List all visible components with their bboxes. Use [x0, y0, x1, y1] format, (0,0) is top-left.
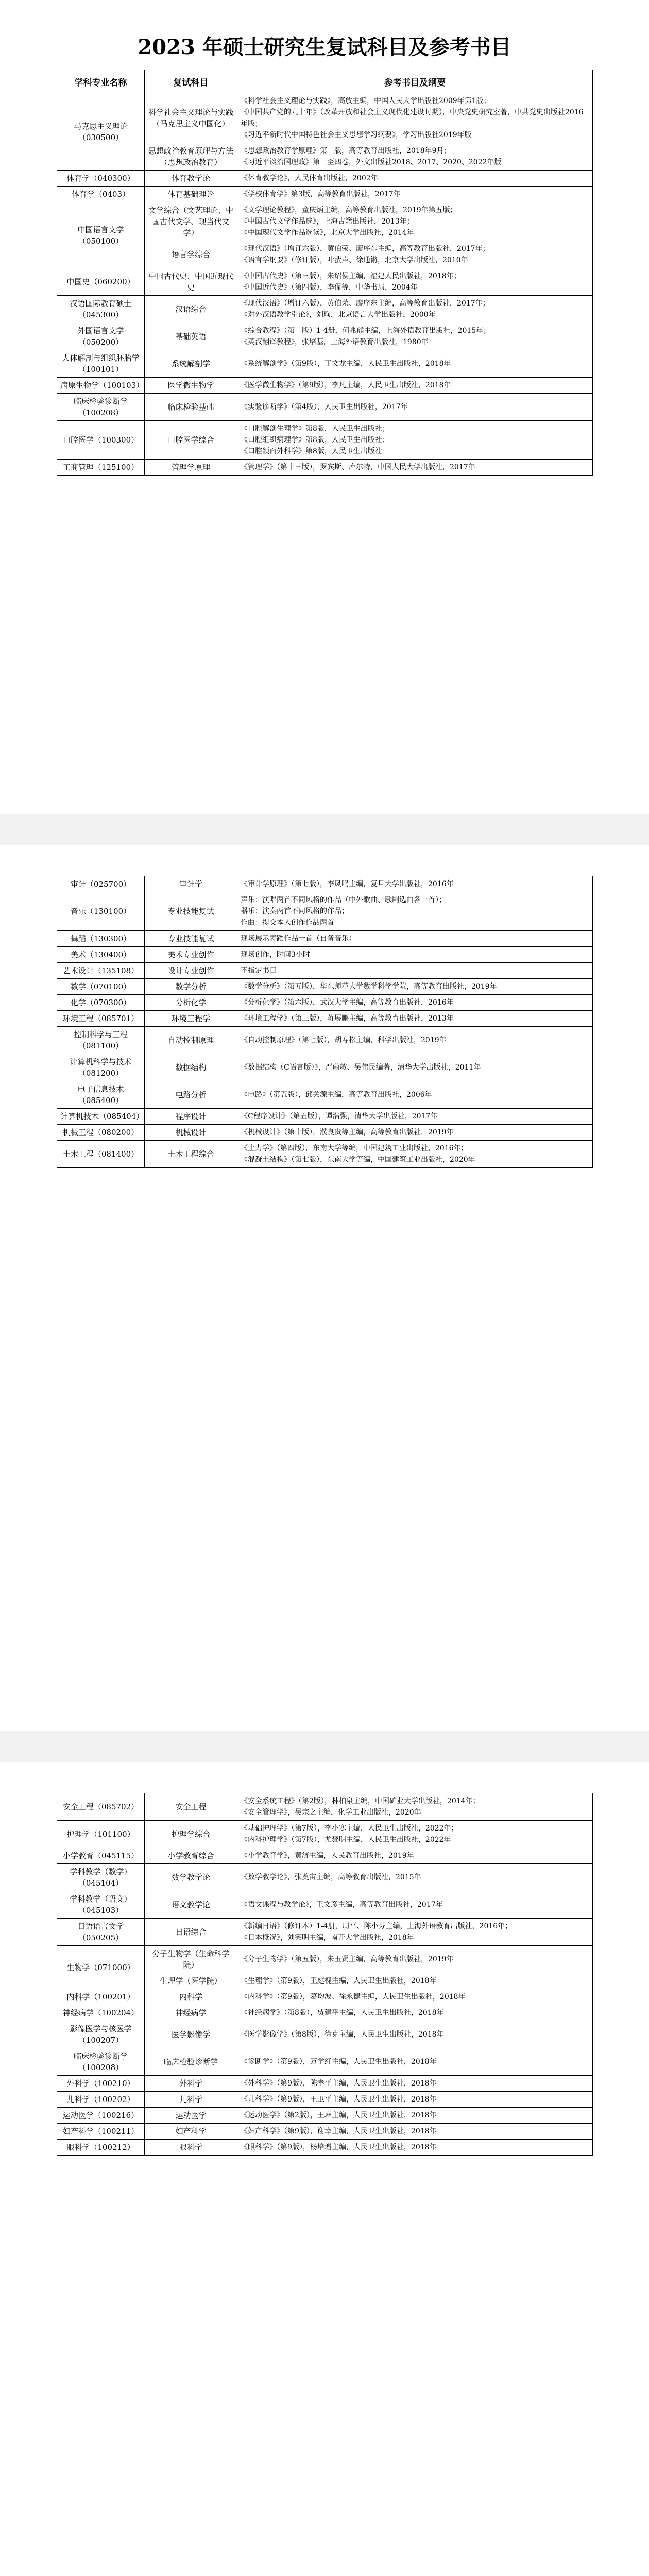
major-cell: 环境工程（085701）: [57, 1011, 145, 1027]
refs-cell: [237, 1946, 593, 1973]
refs-cell: [237, 1011, 593, 1027]
table-row: [57, 2005, 593, 2021]
subject-cell: 内科学: [145, 1989, 237, 2005]
refs-cell: [237, 93, 593, 143]
subject-cell: 审计学: [145, 876, 237, 892]
table-row: [57, 1864, 593, 1891]
table-row: [57, 202, 593, 241]
refs-cell: [237, 187, 593, 202]
subject-cell: 系统解剖学: [145, 350, 237, 378]
major-cell: 临床检验诊断学（100208）: [57, 394, 145, 421]
table-row: [57, 947, 593, 963]
ref-line: 《中国古代史》（第三版），朱绍侯主编，福建人民出版社，2018年；: [241, 272, 461, 280]
major-cell: 体育学（040300）: [57, 171, 145, 187]
subject-cell: 体育基础理论: [145, 187, 237, 202]
refs-cell: [237, 1864, 593, 1891]
subject-cell: 医学微生物学: [145, 378, 237, 394]
major-cell: 人体解剖与组织胚胎学（100101）: [57, 350, 145, 378]
ref-line: 《数据结构（C语言版）》，严蔚敏、吴伟民编著，清华大学出版社，2011年: [241, 1063, 481, 1072]
table-row: [57, 876, 593, 892]
major-cell: 生物学（071000）: [57, 1946, 145, 1989]
subject-cell: 汉语综合: [145, 296, 237, 323]
refs-cell: [237, 1821, 593, 1848]
table-row: [57, 350, 593, 378]
subject-cell: 语文教学论: [145, 1891, 237, 1919]
ref-line: 作曲：提交本人创作作品两首: [241, 919, 334, 927]
subject-cell: 口腔医学综合: [145, 421, 237, 460]
table-row: [57, 1027, 593, 1054]
subject-cell: 中国古代史、中国近现代史: [145, 268, 237, 296]
major-cell: 体育学（0403）: [57, 187, 145, 202]
ref-line: 不指定书目: [241, 967, 277, 975]
major-cell: 机械工程（080200）: [57, 1125, 145, 1141]
table-row: [57, 1081, 593, 1109]
ref-line: 《分子生物学》（第五版），朱玉贤主编，高等教育出版社，2019年: [241, 1955, 454, 1963]
ref-line: 《习近平谈治国理政》第一至四卷，外文出版社2018、2017、2020、2022年版: [241, 158, 502, 166]
table-row: [57, 2076, 593, 2092]
major-cell: 口腔医学（100300）: [57, 421, 145, 460]
subject-cell: 设计专业创作: [145, 963, 237, 979]
major-cell: 计算机技术（085404）: [57, 1109, 145, 1125]
ref-line: 《数学分析》（第五版），华东师范大学数学科学学院，高等教育出版社，2019年: [241, 982, 497, 991]
ref-line: 《管理学》（第十三版），罗宾斯、库尔特，中国人民大学出版社，2017年: [241, 463, 475, 471]
major-cell: 马克思主义理论（030500）: [57, 93, 145, 171]
table-row: [57, 93, 593, 143]
table-row: [57, 2108, 593, 2124]
major-cell: 运动医学（100216）: [57, 2108, 145, 2124]
refs-cell: [237, 350, 593, 378]
table-row: [57, 1989, 593, 2005]
major-cell: 安全工程（085702）: [57, 1793, 145, 1821]
subject-cell: 思想政治教育原理与方法（思想政治教育）: [145, 143, 237, 171]
refs-cell: [237, 2076, 593, 2092]
subject-cell: 生理学（医学院）: [145, 1973, 237, 1989]
refs-cell: [237, 1793, 593, 1821]
ref-line: 《混凝土结构》（第七版），东南大学等编，中国建筑工业出版社，2020年: [241, 1156, 475, 1164]
ref-line: 《综合教程》（第二版）1-4册，何兆熊主编，上海外语教育出版社，2015年；: [241, 327, 491, 335]
ref-line: 《安全管理学》，吴宗之主编，化学工业出版社，2020年: [241, 1808, 421, 1817]
major-cell: 中国语言文学（050100）: [57, 202, 145, 268]
header-refs: 参考书目及纲要: [237, 70, 593, 93]
refs-cell: [237, 1973, 593, 1989]
refs-cell: [237, 1054, 593, 1081]
ref-line: 《审计学原理》（第七版），李凤鸣主编，复旦大学出版社，2016年: [241, 880, 454, 888]
major-cell: 儿科学（100202）: [57, 2092, 145, 2108]
ref-line: 器乐：演奏两首不同风格的作品；: [241, 907, 349, 916]
refs-cell: [237, 2108, 593, 2124]
ref-line: 《口腔解剖生理学》第8版，人民卫生出版社；: [241, 425, 389, 433]
refs-cell: [237, 268, 593, 296]
table-row: [57, 378, 593, 394]
reference-table-part-3: [57, 1793, 593, 2156]
page-2: [0, 845, 649, 1731]
refs-cell: [237, 2048, 593, 2076]
major-cell: 学科教学（语文）（045103）: [57, 1891, 145, 1919]
major-cell: 病原生物学（100103）: [57, 378, 145, 394]
ref-line: 《口腔组织病理学》第8版，人民卫生出版社；: [241, 436, 389, 444]
table-row: [57, 2124, 593, 2140]
subject-cell: 数学分析: [145, 979, 237, 995]
refs-cell: [237, 143, 593, 171]
major-cell: 计算机科学与技术（081200）: [57, 1054, 145, 1081]
ref-line: 《妇产科学》（第9版），谢幸主编，人民卫生出版社，2018年: [241, 2127, 437, 2136]
subject-cell: 数据结构: [145, 1054, 237, 1081]
subject-cell: 妇产科学: [145, 2124, 237, 2140]
refs-cell: [237, 2005, 593, 2021]
major-cell: 控制科学与工程（081100）: [57, 1027, 145, 1054]
subject-cell: 管理学原理: [145, 460, 237, 476]
subject-cell: 数学教学论: [145, 1864, 237, 1891]
page-1: [0, 0, 649, 814]
refs-cell: [237, 378, 593, 394]
ref-line: 《生理学》（第9版），王庭槐主编，人民卫生出版社，2018年: [241, 1977, 437, 1985]
ref-line: 《系统解剖学》（第9版），丁文龙主编，人民卫生出版社，2018年: [241, 360, 451, 368]
ref-line: 《电路》（第五版），邱关源主编，高等教育出版社，2006年: [241, 1091, 432, 1099]
subject-cell: 小学教育综合: [145, 1848, 237, 1864]
ref-line: 《运动医学》（第2版），王琳主编，人民卫生出版社，2018年: [241, 2111, 437, 2120]
reference-table-part-1: [57, 70, 593, 476]
refs-cell: [237, 323, 593, 350]
ref-line: 《习近平新时代中国特色社会主义思想学习纲要》，学习出版社2019年版: [241, 131, 472, 139]
major-cell: 音乐（130100）: [57, 892, 145, 931]
table-row: [57, 1891, 593, 1919]
ref-line: 《科学社会主义理论与实践》，高放主编，中国人民大学出版社2009年第1版；: [241, 97, 491, 105]
ref-line: 《儿科学》（第9版），王卫平主编，人民卫生出版社，2018年: [241, 2095, 437, 2104]
ref-line: 《自动控制原理》（第七版），胡寿松主编，科学出版社，2019年: [241, 1036, 447, 1044]
major-cell: 土木工程（081400）: [57, 1141, 145, 1168]
ref-line: 《现代汉语》（增订六版），黄伯荣、廖序东主编，高等教育出版社，2017年；: [241, 299, 490, 308]
subject-cell: 土木工程综合: [145, 1141, 237, 1168]
major-cell: 艺术设计（135108）: [57, 963, 145, 979]
ref-line: 《外科学》（第9版），陈孝平主编，人民卫生出版社，2018年: [241, 2079, 437, 2088]
table-row: [57, 2048, 593, 2076]
ref-line: 《环境工程学》（第三版），蒋展鹏主编，高等教育出版社，2013年: [241, 1014, 454, 1023]
major-cell: 美术（130400）: [57, 947, 145, 963]
major-cell: 化学（070300）: [57, 995, 145, 1011]
ref-line: 《内科护理学》（第7版），尤黎明主编，人民卫生出版社，2022年: [241, 1836, 451, 1844]
table-row: [57, 171, 593, 187]
table-row: [57, 187, 593, 202]
major-cell: 眼科学（100212）: [57, 2140, 145, 2156]
refs-cell: [237, 202, 593, 241]
table-row: [57, 1946, 593, 1973]
refs-cell: [237, 963, 593, 979]
ref-line: 《实验诊断学》（第4版），人民卫生出版社，2017年: [241, 403, 408, 411]
ref-line: 《语文课程与教学论》，王文彦主编，高等教育出版社，2017年: [241, 1901, 443, 1909]
table-row: [57, 963, 593, 979]
major-cell: 外科学（100210）: [57, 2076, 145, 2092]
refs-cell: [237, 421, 593, 460]
table-row: [57, 1919, 593, 1946]
subject-cell: 文学综合（文艺理论、中国古代文学、现当代文学）: [145, 202, 237, 241]
refs-cell: [237, 931, 593, 947]
refs-cell: [237, 394, 593, 421]
table-row: [57, 1011, 593, 1027]
table-row: [57, 1109, 593, 1125]
table-row: [57, 995, 593, 1011]
ref-line: 《中国共产党的九十年》（改革开放和社会主义现代化建设时期），中央党史研究室著，中共党史出版社2016年版；: [241, 108, 584, 128]
ref-line: 《基础护理学》（第7版），李小寒主编，人民卫生出版社，2022年；: [241, 1824, 458, 1833]
subject-cell: 语言学综合: [145, 241, 237, 268]
refs-cell: [237, 460, 593, 476]
refs-cell: [237, 1919, 593, 1946]
ref-line: 《文学理论教程》，童庆炳主编，高等教育出版社，2019年第五版；: [241, 206, 457, 214]
subject-cell: 专业技能复试: [145, 892, 237, 931]
major-cell: 妇产科学（100211）: [57, 2124, 145, 2140]
ref-line: 《土力学》（第四版），东南大学等编，中国建筑工业出版社，2016年；: [241, 1144, 468, 1153]
ref-line: 《诊断学》（第9版），万学红主编，人民卫生出版社，2018年: [241, 2058, 437, 2066]
ref-line: 《思想政治教育学原理》第二版，高等教育出版社，2018年9月；: [241, 147, 451, 155]
table-header-row: [57, 70, 593, 93]
subject-cell: 美术专业创作: [145, 947, 237, 963]
ref-line: 《新编日语》（修订本）1-4册，周平、陈小芬主编，上海外语教育出版社，2016年；: [241, 1922, 513, 1930]
major-cell: 审计（025700）: [57, 876, 145, 892]
major-cell: 护理学（101100）: [57, 1821, 145, 1848]
subject-cell: 护理学综合: [145, 1821, 237, 1848]
subject-cell: 专业技能复试: [145, 931, 237, 947]
refs-cell: [237, 2124, 593, 2140]
table-row: [57, 460, 593, 476]
refs-cell: [237, 1109, 593, 1125]
subject-cell: 神经病学: [145, 2005, 237, 2021]
ref-line: 《分析化学》（第六版），武汉大学主编，高等教育出版社，2016年: [241, 998, 454, 1007]
major-cell: 数学（070100）: [57, 979, 145, 995]
ref-line: 《体育教学论》，人民体育出版社，2002年: [241, 174, 378, 182]
refs-cell: [237, 1081, 593, 1109]
refs-cell: [237, 2140, 593, 2156]
table-row: [57, 1141, 593, 1168]
ref-line: 《神经病学》（第8版），贾建平主编，人民卫生出版社，2018年: [241, 2009, 444, 2017]
refs-cell: [237, 1989, 593, 2005]
page-3: [0, 1762, 649, 2576]
ref-line: 《英汉翻译教程》，张培基，上海外语教育出版社，1980年: [241, 338, 429, 346]
subject-cell: 运动医学: [145, 2108, 237, 2124]
major-cell: 影像医学与核医学（100207）: [57, 2021, 145, 2048]
subject-cell: 眼科学: [145, 2140, 237, 2156]
major-cell: 电子信息技术（085400）: [57, 1081, 145, 1109]
page-gap: [0, 814, 649, 845]
subject-cell: 程序设计: [145, 1109, 237, 1125]
major-cell: 舞蹈（130300）: [57, 931, 145, 947]
major-cell: 内科学（100201）: [57, 1989, 145, 2005]
ref-line: 《小学教育学》，黄济主编，人民教育出版社，2019年: [241, 1852, 414, 1860]
refs-cell: [237, 171, 593, 187]
subject-cell: 儿科学: [145, 2092, 237, 2108]
ref-line: 《医学微生物学》（第9版），李凡主编，人民卫生出版社，2018年: [241, 381, 451, 389]
table-row: [57, 421, 593, 460]
subject-cell: 自动控制原理: [145, 1027, 237, 1054]
refs-cell: [237, 947, 593, 963]
subject-cell: 分析化学: [145, 995, 237, 1011]
table-row: [57, 268, 593, 296]
table-row: [57, 1125, 593, 1141]
subject-cell: 机械设计: [145, 1125, 237, 1141]
subject-cell: 电路分析: [145, 1081, 237, 1109]
major-cell: 汉语国际教育硕士（045300）: [57, 296, 145, 323]
ref-line: 声乐：演唱两首不同风格的作品（中外歌曲、歌剧选曲各一首）；: [241, 896, 446, 904]
refs-cell: [237, 1891, 593, 1919]
major-cell: 临床检验诊断学（100208）: [57, 2048, 145, 2076]
header-subject: 复试科目: [145, 70, 237, 93]
table-row: [57, 2021, 593, 2048]
table-row: [57, 1848, 593, 1864]
ref-line: 《学校体育学》第3版，高等教育出版社，2017年: [241, 190, 401, 198]
table-row: [57, 2140, 593, 2156]
subject-cell: 体育教学论: [145, 171, 237, 187]
major-cell: 日语语言文学（050205）: [57, 1919, 145, 1946]
table-row: [57, 296, 593, 323]
refs-cell: [237, 1848, 593, 1864]
ref-line: 《对外汉语教学引论》，刘珣，北京语言大学出版社，2000年: [241, 311, 436, 319]
refs-cell: [237, 1125, 593, 1141]
refs-cell: [237, 979, 593, 995]
major-cell: 工商管理（125100）: [57, 460, 145, 476]
ref-line: 《机械设计》（第十版），濮良贵等主编，高等教育出版社，2019年: [241, 1128, 454, 1137]
table-row: [57, 979, 593, 995]
table-row: [57, 2092, 593, 2108]
subject-cell: 临床检验基础: [145, 394, 237, 421]
subject-cell: 安全工程: [145, 1793, 237, 1821]
major-cell: 中国史（060200）: [57, 268, 145, 296]
refs-cell: [237, 2092, 593, 2108]
table-row: [57, 1054, 593, 1081]
table-row: [57, 1793, 593, 1821]
major-cell: 神经病学（100204）: [57, 2005, 145, 2021]
major-cell: 外国语言文学（050200）: [57, 323, 145, 350]
ref-line: 《安全系统工程》（第2版），林柏泉主编，中国矿业大学出版社，2014年；: [241, 1797, 480, 1805]
ref-line: 《日本概况》，刘笑明主编，南开大学出版社，2018年: [241, 1934, 414, 1942]
refs-cell: [237, 241, 593, 268]
subject-cell: 日语综合: [145, 1919, 237, 1946]
subject-cell: 临床检验诊断学: [145, 2048, 237, 2076]
refs-cell: [237, 876, 593, 892]
page-title: 2023 年硕士研究生复试科目及参考书目: [138, 35, 511, 59]
ref-line: 《C程序设计》（第五版），谭浩强，清华大学出版社，2017年: [241, 1112, 438, 1121]
page-gap: [0, 1731, 649, 1762]
ref-line: 《现代汉语》（增订六版），黄伯荣、廖序东主编，高等教育出版社，2017年；: [241, 245, 490, 253]
subject-cell: 外科学: [145, 2076, 237, 2092]
ref-line: 《口腔颌面外科学》第8版，人民卫生出版社: [241, 447, 382, 455]
table-row: [57, 323, 593, 350]
ref-line: 《内科学》（第9版），葛均波、徐永健主编，人民卫生出版社，2018年: [241, 1993, 466, 2001]
refs-cell: [237, 995, 593, 1011]
subject-cell: 分子生物学（生命科学院）: [145, 1946, 237, 1973]
table-row: [57, 394, 593, 421]
ref-line: 《中国现代文学作品选读》，北京大学出版社，2014年: [241, 229, 414, 237]
refs-cell: [237, 1027, 593, 1054]
refs-cell: [237, 2021, 593, 2048]
ref-line: 现场展示舞蹈作品一首（自备音乐）: [241, 935, 356, 943]
table-row: [57, 931, 593, 947]
ref-line: 现场创作，时间3小时: [241, 951, 310, 959]
ref-line: 《医学影像学》（第8版），徐克主编，人民卫生出版社，2018年: [241, 2030, 444, 2039]
refs-cell: [237, 296, 593, 323]
ref-line: 《眼科学》（第9版），杨培增主编，人民卫生出版社，2018年: [241, 2143, 437, 2151]
ref-line: 《中国古代文学作品选》，上海古籍出版社，2013年；: [241, 217, 414, 226]
subject-cell: 环境工程学: [145, 1011, 237, 1027]
refs-cell: [237, 1141, 593, 1168]
subject-cell: 基础英语: [145, 323, 237, 350]
major-cell: 小学教育（045115）: [57, 1848, 145, 1864]
major-cell: 学科教学（数学）（045104）: [57, 1864, 145, 1891]
ref-line: 《数学教学论》，张奠宙主编，高等教育出版社，2015年: [241, 1873, 421, 1882]
subject-cell: 科学社会主义理论与实践（马克思主义中国化）: [145, 93, 237, 143]
subject-cell: 医学影像学: [145, 2021, 237, 2048]
refs-cell: [237, 892, 593, 931]
ref-line: 《中国近代史》（第四版），李侃等，中华书局，2004年: [241, 283, 418, 292]
ref-line: 《语言学纲要》（修订版），叶蜚声、徐通锵，北京大学出版社，2010年: [241, 256, 468, 264]
table-row: [57, 892, 593, 931]
table-row: [57, 1821, 593, 1848]
reference-table-part-2: [57, 876, 593, 1168]
header-major: 学科专业名称: [57, 70, 145, 93]
